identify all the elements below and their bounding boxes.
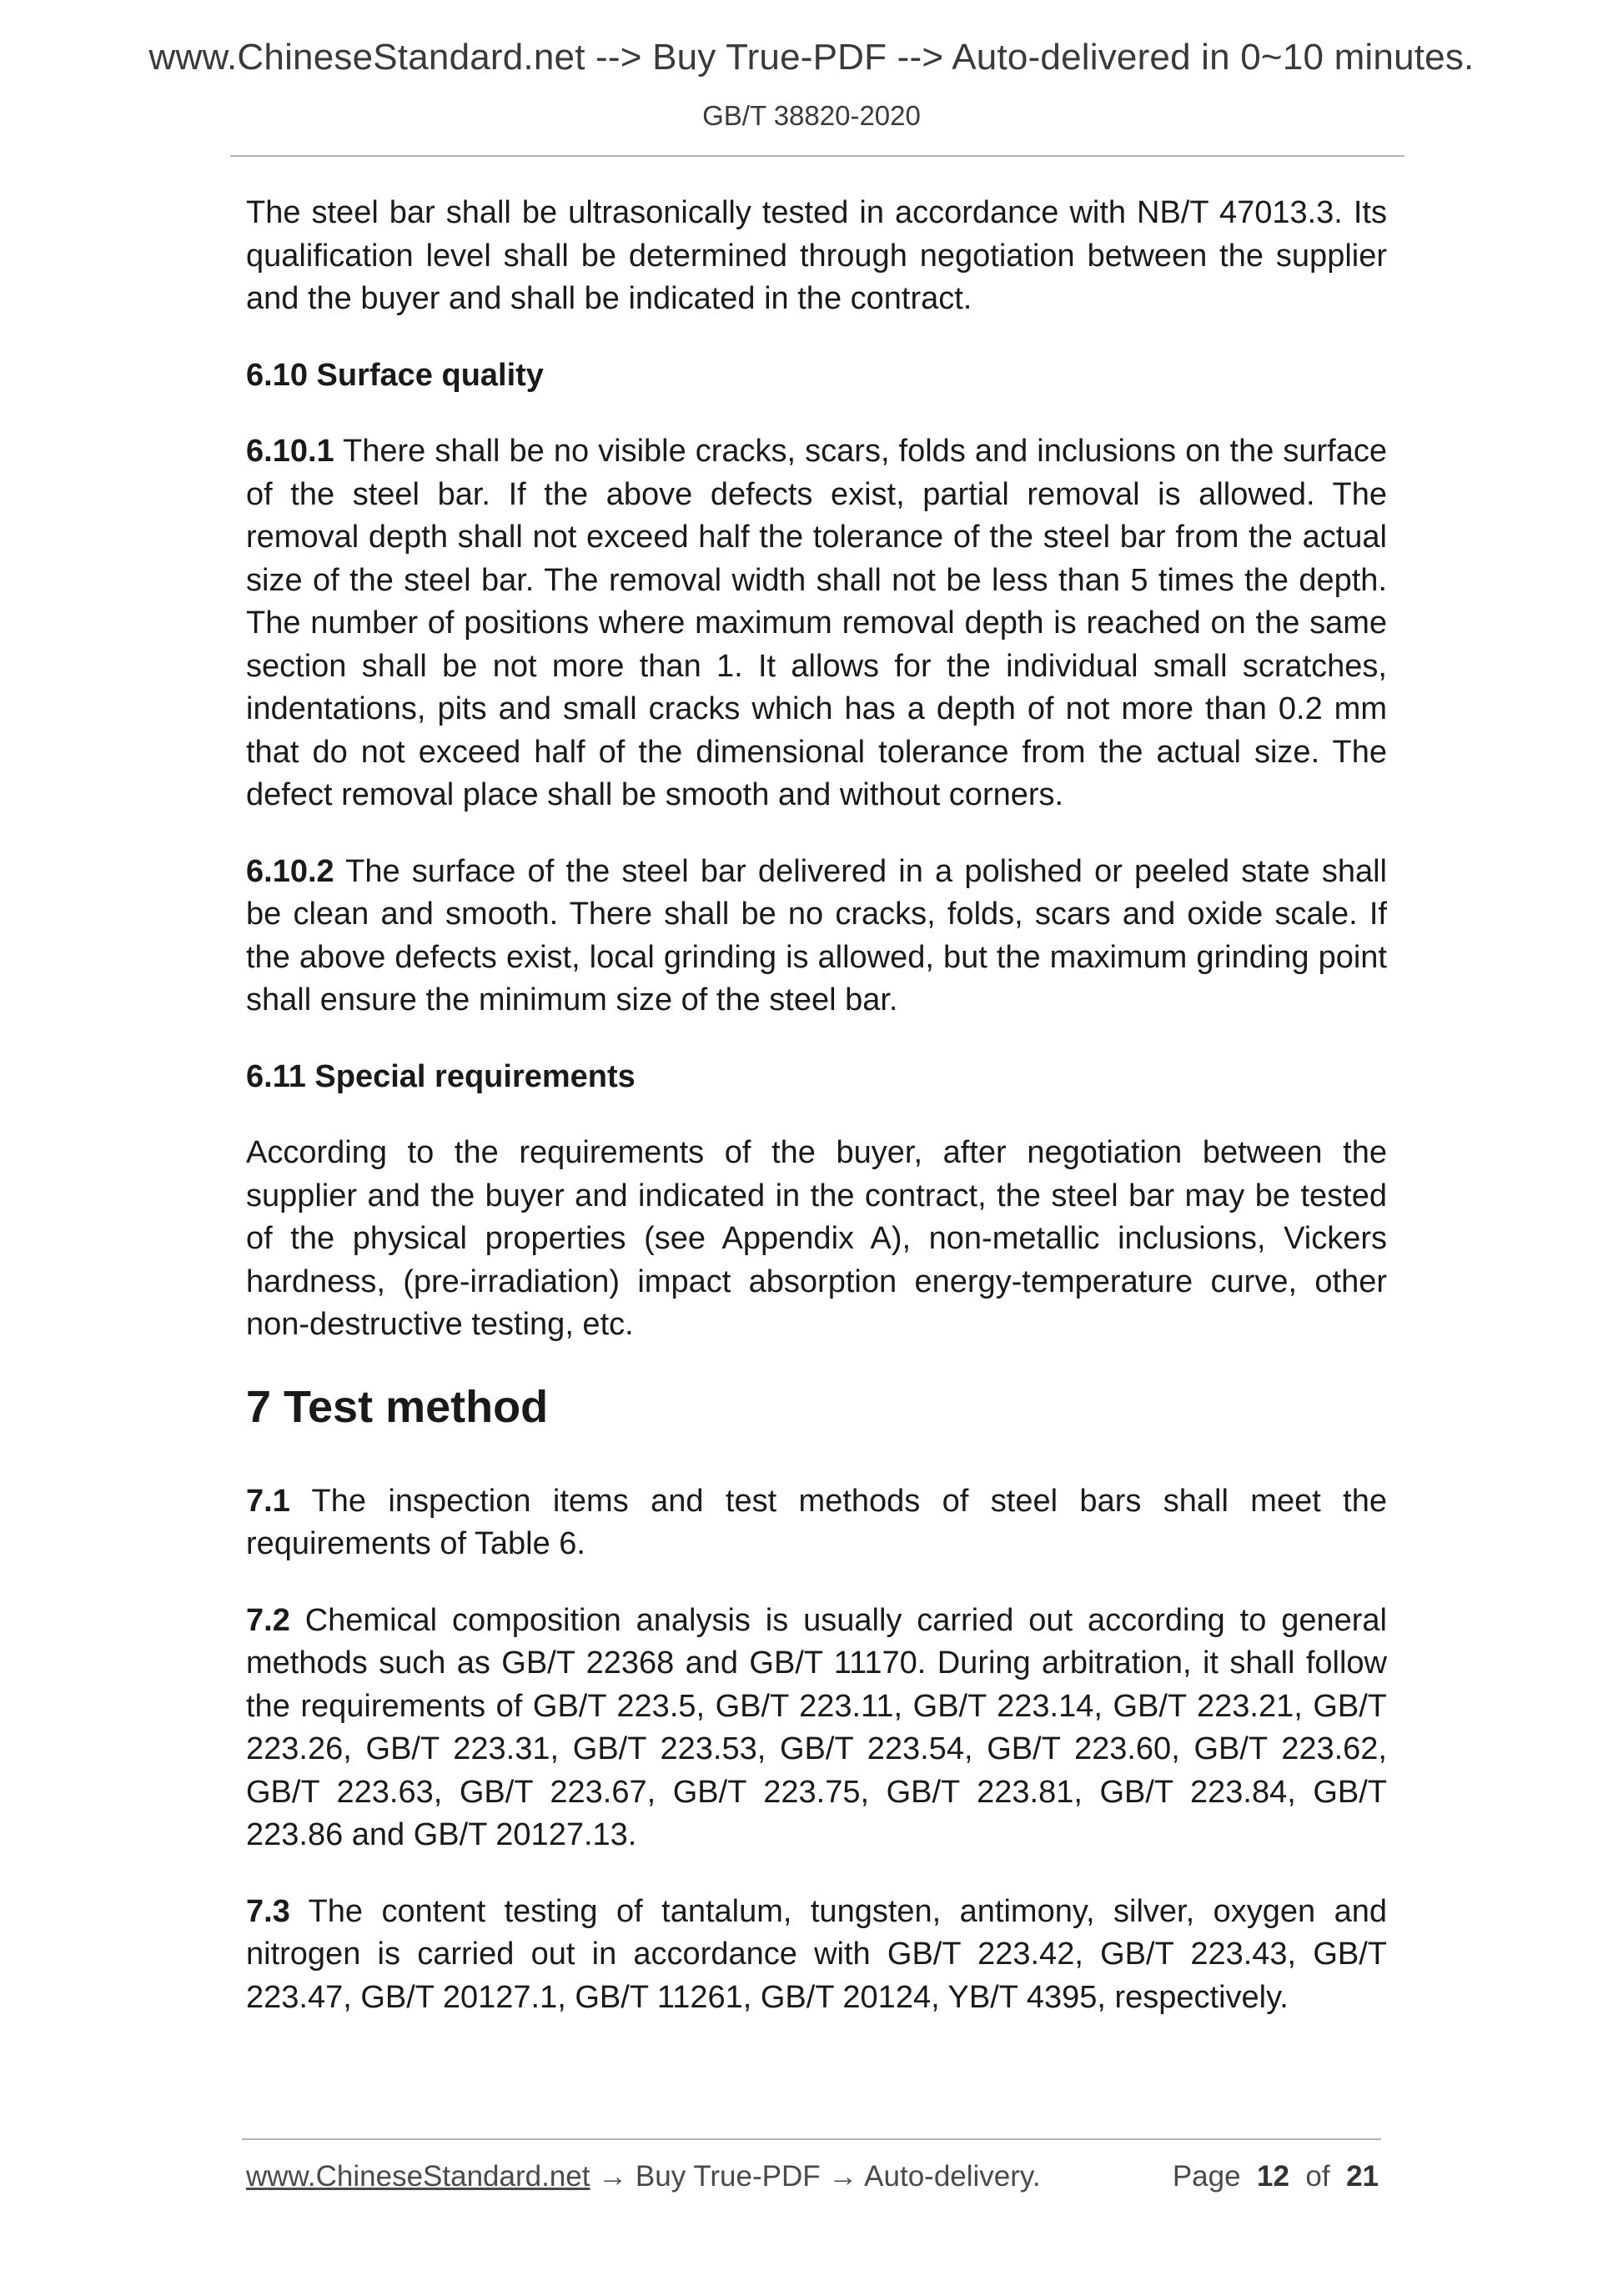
footer-promo-text: → Buy True-PDF → Auto-delivery. <box>590 2160 1041 2193</box>
clause-7-2 <box>246 1600 1387 1857</box>
clause-7-1 <box>246 1480 1387 1566</box>
clause-text: The surface of the steel bar delivered in a polished or peeled state shall be clean and smooth. There shall be no cracks, folds, scars and oxide scale. If the above defects exist, local grinding is allowed, but the maximum grinding point shall ensure the minimum size of the steel bar. <box>246 853 1387 1017</box>
chapter-heading-test-method: 7 Test method <box>246 1381 549 1432</box>
heading-6-11-special-requirements: 6.11 Special requirements <box>246 1058 636 1094</box>
standard-number: GB/T 38820-2020 <box>702 100 921 131</box>
clause-number: 7.3 <box>246 1893 290 1929</box>
clause-number: 6.10.1 <box>246 434 334 469</box>
clause-text: The content testing of tantalum, tungsten, antimony, silver, oxygen and nitrogen is carried out in accordance with GB/T 223.42, GB/T 223.43, GB/T 223.47, GB/T 20127.1, GB/T 11261, GB/T 20124, YB/T 4395, respectively. <box>246 1893 1387 2015</box>
page-current: 12 <box>1257 2160 1289 2193</box>
page-of-label: of <box>1305 2160 1330 2193</box>
paragraph-special-requirements: According to the requirements of the buyer, after negotiation between the supplier and the buyer and indicated in the contract, the steel bar may be tested of the physical properties (see Appendix A), non-metallic inclusions, Vickers hardness, (pre-irradiation) impact absorption energy-temperature curve, other non-destructive testing, etc. <box>246 1135 1387 1342</box>
site-banner: www.ChineseStandard.net --> Buy True-PDF --> Auto-delivered in 0~10 minutes. <box>148 37 1475 78</box>
heading-6-10-surface-quality: 6.10 Surface quality <box>246 357 544 393</box>
footer-divider <box>242 2138 1381 2140</box>
page-content <box>246 192 1387 2052</box>
clause-number: 7.2 <box>246 1602 290 1638</box>
paragraph-ultrasonic-test: The steel bar shall be ultrasonically tested in accordance with NB/T 47013.3. Its qualification level shall be determined through negotiation between the supplier and the buyer and shall be indicated in the contract. <box>246 195 1387 316</box>
footer-promo <box>246 2160 1041 2193</box>
clause-text: The inspection items and test methods of steel bars shall meet the requirements of Table 6. <box>246 1483 1387 1561</box>
clause-number: 7.1 <box>246 1483 290 1519</box>
page-total: 21 <box>1346 2160 1379 2193</box>
page-label: Page <box>1172 2160 1241 2193</box>
clause-number: 6.10.2 <box>246 853 334 889</box>
header-divider <box>230 155 1404 157</box>
page-indicator <box>1173 2160 1379 2193</box>
clause-7-3 <box>246 1891 1387 2020</box>
clause-text: Chemical composition analysis is usually carried out according to general methods such as GB/T 22368 and GB/T 11170. During arbitration, it shall follow the requirements of GB/T 223.5, GB/T 223.11, GB/T 223.14, GB/T 223.21, GB/T 223.26, GB/T 223.31, GB/T 223.53, GB/T 223.54, GB/T 223.60, GB/T 223.62, GB/T 223.63, GB/T 223.67, GB/T 223.75, GB/T 223.81, GB/T 223.84, GB/T 223.86 and GB/T 20127.13. <box>246 1602 1387 1852</box>
clause-6-10-1 <box>246 430 1387 817</box>
footer-site-link[interactable]: www.ChineseStandard.net <box>246 2160 590 2193</box>
clause-text: There shall be no visible cracks, scars, folds and inclusions on the surface of the steel bar. If the above defects exist, partial removal is allowed. The removal depth shall not exceed half the tolerance of the steel bar from the actual size of the steel bar. The removal width shall not be less than 5 times the depth. The number of positions where maximum removal depth is reached on the same section shall be not more than 1. It allows for the individual small scratches, indentations, pits and small cracks which has a depth of not more than 0.2 mm that do not exceed half of the dimensional tolerance from the actual size. The defect removal place shall be smooth and without corners. <box>246 434 1387 812</box>
clause-6-10-2 <box>246 851 1387 1022</box>
